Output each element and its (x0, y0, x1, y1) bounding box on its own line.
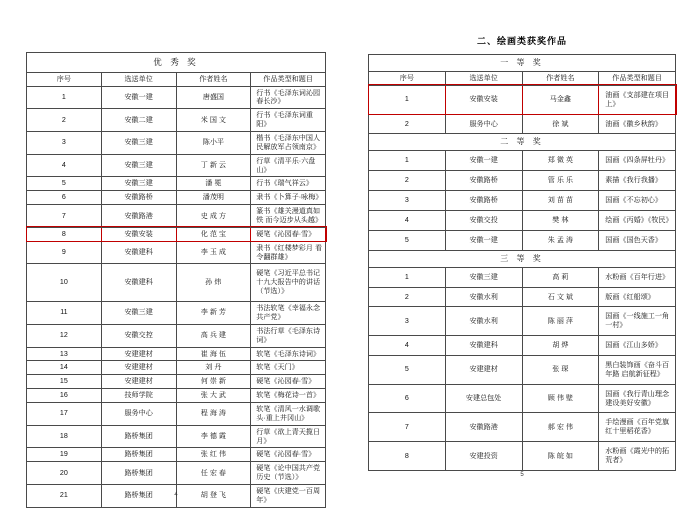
row-work: 隶书《卜算子·咏梅》 (251, 191, 326, 205)
row-index: 7 (27, 205, 102, 228)
first-prize-title-row (369, 55, 676, 72)
column-header-work: 作品类型和题目 (251, 72, 326, 86)
row-work: 国画《不忘初心》 (599, 191, 676, 211)
row-author: 化 范 宝 (176, 227, 251, 241)
row-work: 书法行草《毛泽东诗词》 (251, 324, 326, 347)
row-index: 1 (27, 86, 102, 109)
table-row (27, 375, 326, 389)
column-header-work: 作品类型和题目 (599, 72, 676, 86)
row-author: 潘茂明 (176, 191, 251, 205)
row-author: 史 成 方 (176, 205, 251, 228)
second-prize-title-row (369, 134, 676, 151)
row-author: 陈小平 (176, 132, 251, 155)
table-header-row (27, 72, 326, 86)
row-author: 刘 苗 苗 (522, 191, 599, 211)
row-unit: 安徽交投 (445, 211, 522, 231)
row-index: 1 (369, 267, 446, 287)
row-work: 硬笔《习近平总书记十九大报告中的讲话（节选）》 (251, 264, 326, 302)
row-index: 12 (27, 324, 102, 347)
row-index: 4 (369, 211, 446, 231)
row-index: 6 (27, 191, 102, 205)
table-row (27, 361, 326, 375)
row-index: 3 (27, 132, 102, 155)
row-author: 丁 新 云 (176, 154, 251, 177)
table-row (27, 191, 326, 205)
row-work: 隶书《红楼梦彩月 看令翻群雄》 (251, 241, 326, 264)
row-work: 黑白装饰画《奋斗百年路 启航新征程》 (599, 356, 676, 385)
row-unit: 安徽建科 (101, 264, 176, 302)
row-work: 软笔《毛泽东诗词》 (251, 347, 326, 361)
table-row (369, 442, 676, 471)
row-index: 20 (27, 462, 102, 485)
row-author: 程 海 涛 (176, 402, 251, 425)
row-work: 国画《我行青山理念 建设美好安徽》 (599, 384, 676, 413)
row-unit: 安徽路港 (101, 205, 176, 228)
row-work: 版画《红船颂》 (599, 287, 676, 307)
row-unit: 安徽二建 (101, 109, 176, 132)
row-author: 张 红 伟 (176, 448, 251, 462)
row-unit: 安建建材 (445, 356, 522, 385)
row-author: 李 德 霞 (176, 425, 251, 448)
row-work: 行草《清平乐·六盘山》 (251, 154, 326, 177)
row-author: 朱 孟 涛 (522, 230, 599, 250)
table-row (369, 384, 676, 413)
row-unit: 安徽水利 (445, 287, 522, 307)
table-row (369, 307, 676, 336)
table-row (27, 462, 326, 485)
row-index: 2 (369, 287, 446, 307)
excellence-award-table (26, 52, 326, 508)
third-prize-title-row (369, 250, 676, 267)
row-unit: 安徽交控 (101, 324, 176, 347)
table-row (369, 287, 676, 307)
table-row (369, 267, 676, 287)
row-index: 10 (27, 264, 102, 302)
row-author: 李 玉 成 (176, 241, 251, 264)
row-author: 米 国 文 (176, 109, 251, 132)
left-page-number: 4 (174, 492, 178, 498)
row-index: 18 (27, 425, 102, 448)
table-row (27, 302, 326, 325)
row-work: 绘画《丙婚》《牧民》 (599, 211, 676, 231)
table-row (27, 264, 326, 302)
row-unit: 安建建材 (101, 347, 176, 361)
row-index: 5 (27, 177, 102, 191)
row-work: 国画《江山多娇》 (599, 336, 676, 356)
row-author: 高 莉 (522, 267, 599, 287)
row-index: 3 (369, 191, 446, 211)
row-unit: 技师学院 (101, 389, 176, 403)
column-header-unit: 选送单位 (101, 72, 176, 86)
table-row (369, 191, 676, 211)
table-row (27, 241, 326, 264)
column-header-author: 作者姓名 (176, 72, 251, 86)
row-work: 硬笔《庆建党一百周年》 (251, 484, 326, 507)
row-author: 崔 海 伍 (176, 347, 251, 361)
table-row (27, 347, 326, 361)
row-unit: 路桥集团 (101, 448, 176, 462)
row-author: 徐 斌 (522, 114, 599, 134)
table-header-row (369, 72, 676, 86)
row-work: 行书《瑞气祥云》 (251, 177, 326, 191)
row-unit: 安建投资 (445, 442, 522, 471)
row-author: 李 新 芳 (176, 302, 251, 325)
painting-award-table (368, 54, 676, 471)
right-page-number: 5 (520, 472, 524, 478)
row-author: 唐盛国 (176, 86, 251, 109)
table-row (369, 171, 676, 191)
row-author: 张 大 武 (176, 389, 251, 403)
row-index: 6 (369, 384, 446, 413)
column-header-index: 序号 (369, 72, 446, 86)
row-work: 素描《我行我播》 (599, 171, 676, 191)
row-unit: 安徽建科 (445, 336, 522, 356)
row-index: 4 (369, 336, 446, 356)
row-author: 刘 丹 (176, 361, 251, 375)
table-row-highlighted (369, 85, 676, 114)
row-unit: 安徽一建 (445, 151, 522, 171)
row-index: 3 (369, 307, 446, 336)
row-author: 顾 伟 壁 (522, 384, 599, 413)
row-unit: 路桥集团 (101, 425, 176, 448)
row-unit: 安徽三建 (445, 267, 522, 287)
table-row (369, 336, 676, 356)
row-author: 郑 微 英 (522, 151, 599, 171)
table-row (27, 389, 326, 403)
row-unit: 安徽安装 (445, 85, 522, 114)
second-prize-title: 二 等 奖 (369, 134, 676, 151)
row-author: 郝 宏 伟 (522, 413, 599, 442)
row-author: 张 琛 (522, 356, 599, 385)
row-unit: 路桥集团 (101, 462, 176, 485)
row-unit: 安徽一建 (101, 86, 176, 109)
table-row (27, 154, 326, 177)
first-prize-title: 一 等 奖 (369, 55, 676, 72)
row-work: 硬笔《沁园春·雪》 (251, 448, 326, 462)
row-author: 何 崇 新 (176, 375, 251, 389)
row-unit: 安徽三建 (101, 302, 176, 325)
row-work: 手绘漫画《百年党旗红十里稻花香》 (599, 413, 676, 442)
table-row (27, 132, 326, 155)
row-index: 5 (369, 230, 446, 250)
row-work: 硬笔《沁园春·雪》 (251, 227, 326, 241)
section-title: 二、绘画类获奖作品 (476, 36, 567, 46)
row-author: 胡 烨 (522, 336, 599, 356)
row-work: 国画《四条屏牡丹》 (599, 151, 676, 171)
row-author: 潘 冕 (176, 177, 251, 191)
row-index: 2 (369, 114, 446, 134)
row-author: 陈 丽 萍 (522, 307, 599, 336)
row-unit: 安徽路港 (445, 413, 522, 442)
table-row (27, 402, 326, 425)
row-unit: 安建建材 (101, 361, 176, 375)
table-row (27, 205, 326, 228)
left-column (26, 52, 326, 508)
row-index: 11 (27, 302, 102, 325)
row-work: 行书《毛泽东词重阳》 (251, 109, 326, 132)
column-header-author: 作者姓名 (522, 72, 599, 86)
row-unit: 路桥集团 (101, 484, 176, 507)
row-work: 篆书《雄关漫道真如铁 而今迈步从头越》 (251, 205, 326, 228)
column-header-unit: 选送单位 (445, 72, 522, 86)
row-work: 软笔《天门》 (251, 361, 326, 375)
row-index: 1 (369, 85, 446, 114)
row-author: 管 乐 乐 (522, 171, 599, 191)
row-unit: 安徽安装 (101, 227, 176, 241)
row-author: 马金鑫 (522, 85, 599, 114)
row-author: 高 兵 建 (176, 324, 251, 347)
row-unit: 安徽三建 (101, 177, 176, 191)
right-column (368, 54, 676, 471)
table-row (27, 448, 326, 462)
row-author: 孙 炜 (176, 264, 251, 302)
row-unit: 安徽一建 (445, 230, 522, 250)
row-work: 油画《徽乡秋韵》 (599, 114, 676, 134)
table-title-row (27, 53, 326, 73)
row-index: 4 (27, 154, 102, 177)
row-index: 1 (369, 151, 446, 171)
table-row (369, 413, 676, 442)
row-index: 2 (27, 109, 102, 132)
row-author: 石 文 斌 (522, 287, 599, 307)
row-unit: 安徽建科 (101, 241, 176, 264)
row-work: 国画《国色天香》 (599, 230, 676, 250)
row-work: 水粉画《百年行进》 (599, 267, 676, 287)
row-index: 19 (27, 448, 102, 462)
table-row (27, 177, 326, 191)
row-author: 任 宏 春 (176, 462, 251, 485)
row-work: 硬笔《论中国共产党历史（节选）》 (251, 462, 326, 485)
table-row-highlighted (27, 227, 326, 241)
table-row (369, 151, 676, 171)
row-unit: 安徽路桥 (445, 171, 522, 191)
row-work: 软笔《梅花诗一首》 (251, 389, 326, 403)
row-index: 21 (27, 484, 102, 507)
table-row (369, 356, 676, 385)
row-index: 2 (369, 171, 446, 191)
row-index: 9 (27, 241, 102, 264)
row-work: 硬笔《沁园春·雪》 (251, 375, 326, 389)
row-index: 16 (27, 389, 102, 403)
row-unit: 安徽三建 (101, 154, 176, 177)
row-index: 8 (369, 442, 446, 471)
row-work: 书法软笔《幸福永念共产党》 (251, 302, 326, 325)
table-row (369, 114, 676, 134)
row-index: 7 (369, 413, 446, 442)
row-work: 国画《一线施工一角一村》 (599, 307, 676, 336)
row-unit: 服务中心 (101, 402, 176, 425)
row-index: 13 (27, 347, 102, 361)
row-work: 水粉画《霞光中的拓荒者》 (599, 442, 676, 471)
row-index: 5 (369, 356, 446, 385)
row-author: 陈 皖 如 (522, 442, 599, 471)
row-work: 软笔《清风一水调歌头·重上井冈山》 (251, 402, 326, 425)
row-work: 行草《欲上青天揽日月》 (251, 425, 326, 448)
left-table-title: 优 秀 奖 (27, 53, 326, 73)
third-prize-title: 三 等 奖 (369, 250, 676, 267)
row-index: 14 (27, 361, 102, 375)
row-unit: 安徽三建 (101, 132, 176, 155)
column-header-index: 序号 (27, 72, 102, 86)
row-unit: 安建总包处 (445, 384, 522, 413)
row-work: 油画《支部建在项目上》 (599, 85, 676, 114)
row-unit: 服务中心 (445, 114, 522, 134)
table-row (369, 230, 676, 250)
row-index: 17 (27, 402, 102, 425)
table-row (27, 109, 326, 132)
row-unit: 安徽路桥 (445, 191, 522, 211)
table-row (27, 324, 326, 347)
table-row (27, 425, 326, 448)
row-work: 行书《毛泽东词沁园春长沙》 (251, 86, 326, 109)
row-index: 8 (27, 227, 102, 241)
row-unit: 安徽路桥 (101, 191, 176, 205)
row-work: 楷书《毛泽东中国人民解放军占领南京》 (251, 132, 326, 155)
row-unit: 安徽水利 (445, 307, 522, 336)
row-author: 胡 登 飞 (176, 484, 251, 507)
table-row (27, 86, 326, 109)
table-row (369, 211, 676, 231)
row-index: 15 (27, 375, 102, 389)
row-author: 樊 林 (522, 211, 599, 231)
row-unit: 安建建材 (101, 375, 176, 389)
